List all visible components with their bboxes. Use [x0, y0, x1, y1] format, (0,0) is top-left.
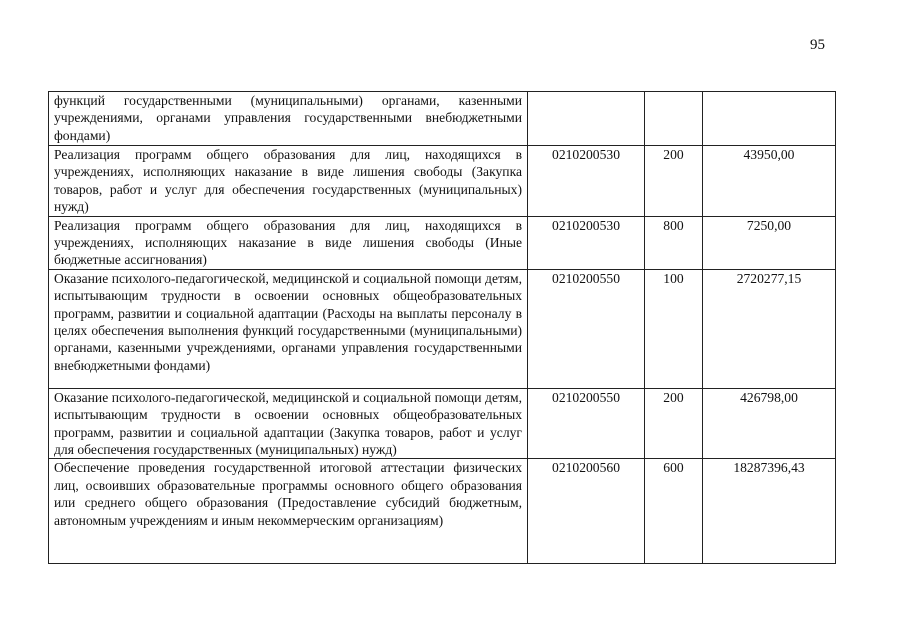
row-description: Оказание психолого-педагогической, медицинской и социальной помощи детям, испытывающим трудности в освоении основных общеобразовательных программ, развитии и социальной адаптации (Расходы на выплаты персоналу в целях обеспечения выполнения функций государственными (муниципальными) органами, казенными учреждениями, органами управления государственными внебюджетными фондами): [49, 269, 528, 388]
row-amount: 426798,00: [703, 388, 836, 459]
row-type: 200: [645, 388, 703, 459]
row-code: 0210200550: [528, 269, 645, 388]
row-amount: 7250,00: [703, 216, 836, 269]
row-type: 800: [645, 216, 703, 269]
row-code: 0210200530: [528, 146, 645, 217]
row-description: Оказание психолого-педагогической, медицинской и социальной помощи детям, испытывающим трудности в освоении основных общеобразовательных программ, развитии и социальной адаптации (Закупка товаров, работ и услуг для обеспечения государственных (муниципальных) нужд): [49, 388, 528, 459]
table-row: [49, 216, 836, 269]
row-type: 600: [645, 459, 703, 564]
table-row: [49, 146, 836, 217]
row-amount: 43950,00: [703, 146, 836, 217]
row-code: 0210200530: [528, 216, 645, 269]
row-description: Реализация программ общего образования для лиц, находящихся в учреждениях, исполняющих наказание в виде лишения свободы (Иные бюджетные ассигнования): [49, 216, 528, 269]
row-description: Реализация программ общего образования для лиц, находящихся в учреждениях, исполняющих наказание в виде лишения свободы (Закупка товаров, работ и услуг для обеспечения государственных (муниципальных) нужд): [49, 146, 528, 217]
row-type: [645, 92, 703, 146]
row-amount: [703, 92, 836, 146]
row-description: Обеспечение проведения государственной итоговой аттестации физических лиц, освоивших образовательные программы основного общего образования или среднего общего образования (Предоставление субсидий бюджетным, автономным учреждениям и иным некоммерческим организациям): [49, 459, 528, 564]
row-code: 0210200550: [528, 388, 645, 459]
row-amount: 2720277,15: [703, 269, 836, 388]
row-code: 0210200560: [528, 459, 645, 564]
row-description: функций государственными (муниципальными) органами, казенными учреждениями, органами управления государственными внебюджетными фондами): [49, 92, 528, 146]
page-number: 95: [810, 37, 825, 53]
row-type: 100: [645, 269, 703, 388]
row-type: 200: [645, 146, 703, 217]
table-row: [49, 388, 836, 459]
row-code: [528, 92, 645, 146]
row-amount: 18287396,43: [703, 459, 836, 564]
table-row: [49, 459, 836, 564]
table-row: [49, 92, 836, 146]
budget-table: [48, 91, 836, 564]
table-row: [49, 269, 836, 388]
